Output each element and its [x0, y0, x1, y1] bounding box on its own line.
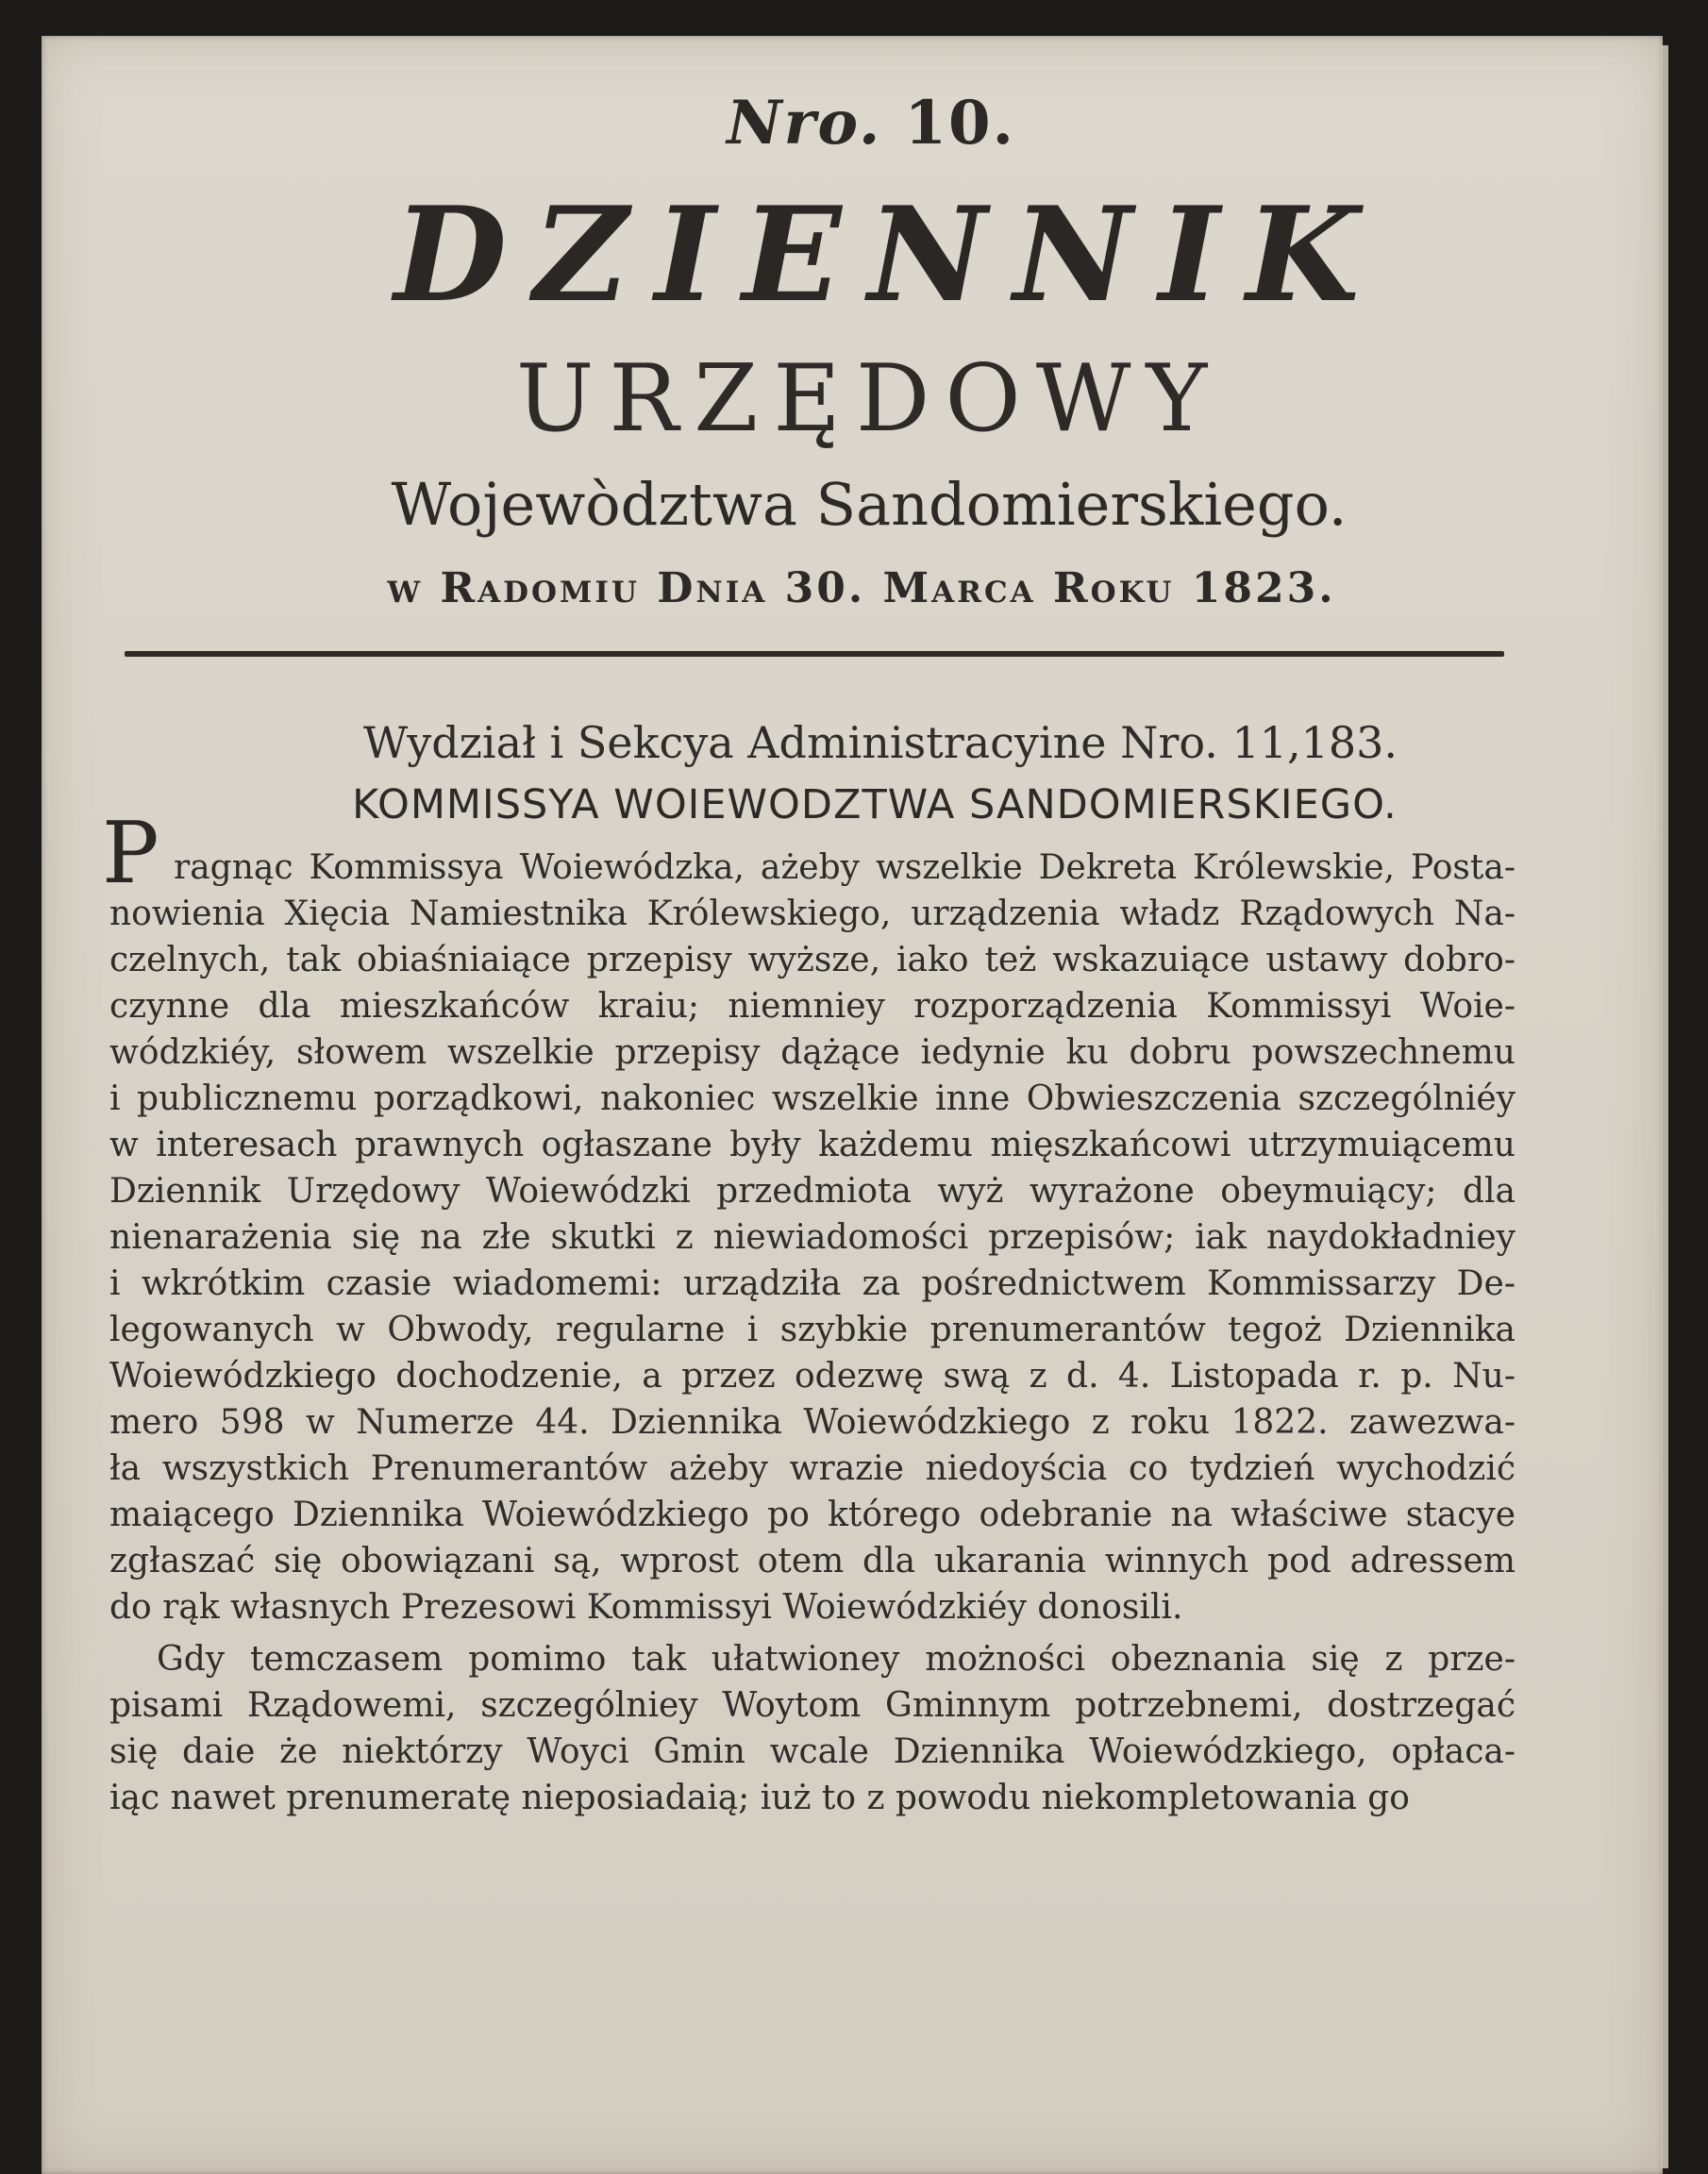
body-line: nowienia Xięcia Namiestnika Królewskiego, urządzenia władz Rządowych Na-: [109, 895, 1515, 933]
body-line: i publicznemu porządkowi, nakoniec wszelkie inne Obwieszczenia szczególniéy: [109, 1079, 1515, 1118]
body-line: iąc nawet prenumeratę nieposiadaią; iuż to z powodu niekompletowania go: [109, 1779, 1410, 1817]
body-line: ła wszystkich Prenumerantów ażeby wrazie niedoyścia co tydzień wychodzić: [109, 1449, 1515, 1488]
body-line: maiącego Dziennika Woiewódzkiego po którego odebranie na właściwe stacye: [109, 1496, 1515, 1534]
body-line: pisami Rządowemi, szczególniey Woytom Gminnym potrzebnemi, dostrzegać: [109, 1686, 1515, 1725]
body-line: w interesach prawnych ogłaszane były każdemu mięszkańcowi utrzymuiącemu: [109, 1126, 1515, 1164]
body-line: ragnąc Kommissya Woiewódzka, ażeby wszelkie Dekreta Królewskie, Posta-: [174, 848, 1515, 887]
body-line: Woiewódzkiego dochodzenie, a przez odezwę swą z d. 4. Listopada r. p. Nu-: [109, 1357, 1515, 1396]
body-line: wódzkiéy, słowem wszelkie przepisy dążące iedynie ku dobru powszechnemu: [109, 1033, 1515, 1072]
masthead-title: DZIENNIK: [394, 177, 1386, 331]
newspaper-page: [42, 36, 1663, 2174]
issue-number: [60, 88, 1682, 159]
department-heading: Wydział i Sekcya Administracyine Nro. 11,183.: [362, 717, 1398, 768]
drop-cap: P: [102, 804, 159, 903]
body-line: się daie że niektórzy Woyci Gmin wcale Dziennika Woiewódzkiego, opłaca-: [109, 1732, 1515, 1771]
body-line: czelnych, tak obiaśniaiące przepisy wyższe, iako też wskazuiące ustawy dobro-: [109, 941, 1515, 979]
header-rule: [125, 651, 1504, 657]
body-line: zgłaszać się obowiązani są, wprost otem dla ukarania winnych pod adressem: [109, 1542, 1515, 1580]
body-line: Dziennik Urzędowy Woiewódzki przedmiota wyż wyrażone obeymuiący; dla: [109, 1172, 1515, 1211]
dateline: w Radomiu Dnia 30. Marca Roku 1823.: [387, 564, 1336, 612]
masthead-region: Wojewòdztwa Sandomierskiego.: [391, 470, 1348, 539]
masthead-subtitle: URZĘDOWY: [515, 345, 1223, 453]
body-line: Gdy temczasem pomimo tak ułatwioney możności obeznania się z prze-: [157, 1640, 1515, 1679]
body-line: czynne dla mieszkańców kraiu; niemniey rozporządzenia Kommissyi Woie-: [109, 987, 1515, 1026]
body-line: nienarażenia się na złe skutki z niewiadomości przepisów; iak naydokładniey: [109, 1218, 1515, 1257]
body-line: do rąk własnych Prezesowi Kommissyi Woiewódzkiéy donosili.: [109, 1588, 1183, 1627]
body-line: mero 598 w Numerze 44. Dziennika Woiewódzkiego z roku 1822. zawezwa-: [109, 1403, 1515, 1442]
issuer-heading: KOMMISSYA WOIEWODZTWA SANDOMIERSKIEGO.: [352, 781, 1398, 828]
issue-value: 10.: [904, 88, 1015, 159]
issue-label: Nro.: [727, 88, 882, 159]
body-line: i wkrótkim czasie wiadomemi: urządziła za pośrednictwem Kommissarzy De-: [109, 1264, 1515, 1303]
body-line: legowanych w Obwody, regularne i szybkie prenumerantów tegoż Dziennika: [109, 1311, 1515, 1349]
